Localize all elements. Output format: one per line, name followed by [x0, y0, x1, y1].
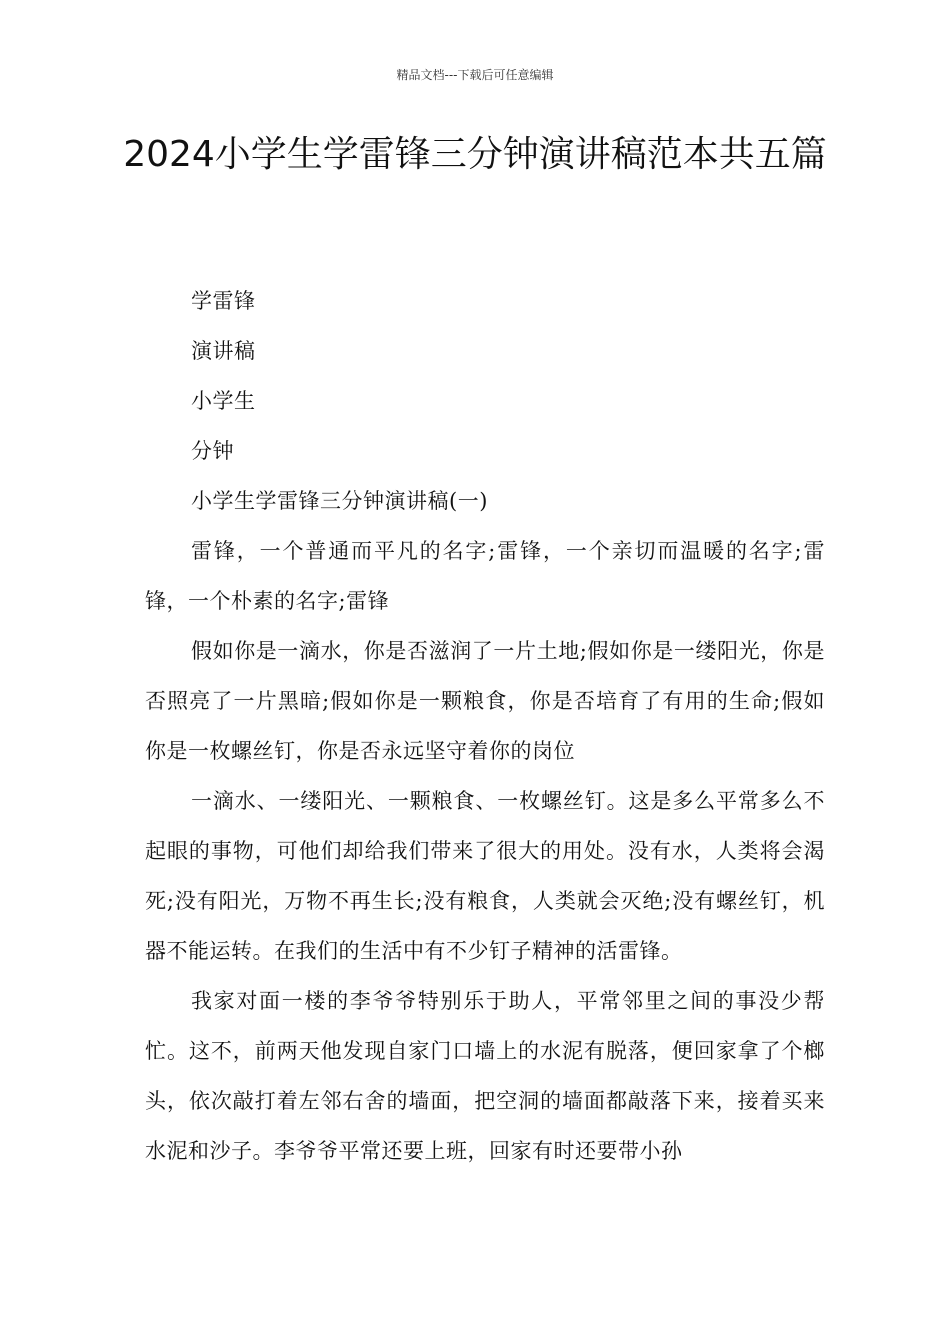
paragraph: 雷锋，一个普通而平凡的名字;雷锋，一个亲切而温暖的名字;雷锋，一个朴素的名字;雷锋: [145, 539, 825, 613]
paragraph: 一滴水、一缕阳光、一颗粮食、一枚螺丝钉。这是多么平常多么不起眼的事物，可他们却给我们带来了很大的用处。没有水，人类将会渴死;没有阳光，万物不再生长;没有粮食，人类就会灭绝;没有螺丝钉，机器不能运转。在我们的生活中有不少钉子精神的活雷锋。: [145, 789, 825, 963]
keyword-line: 分钟: [191, 439, 234, 463]
paragraph: 我家对面一楼的李爷爷特别乐于助人，平常邻里之间的事没少帮忙。这不，前两天他发现自家门口墙上的水泥有脱落，便回家拿了个榔头，依次敲打着左邻右舍的墙面，把空洞的墙面都敲落下来，接着买来水泥和沙子。李爷爷平常还要上班，回家有时还要带小孙: [145, 989, 825, 1163]
document-body: [145, 276, 825, 1176]
keyword-line: 演讲稿: [191, 339, 256, 363]
keyword-line: 学雷锋: [191, 289, 256, 313]
section-heading: 小学生学雷锋三分钟演讲稿(一): [191, 489, 488, 513]
document-title: 2024小学生学雷锋三分钟演讲稿范本共五篇: [123, 134, 827, 175]
page-header: 精品文档---下载后可任意编辑: [396, 68, 554, 82]
paragraph: 假如你是一滴水，你是否滋润了一片土地;假如你是一缕阳光，你是否照亮了一片黑暗;假如你是一颗粮食，你是否培育了有用的生命;假如你是一枚螺丝钉，你是否永远坚守着你的岗位: [145, 639, 825, 763]
keyword-line: 小学生: [191, 389, 256, 413]
